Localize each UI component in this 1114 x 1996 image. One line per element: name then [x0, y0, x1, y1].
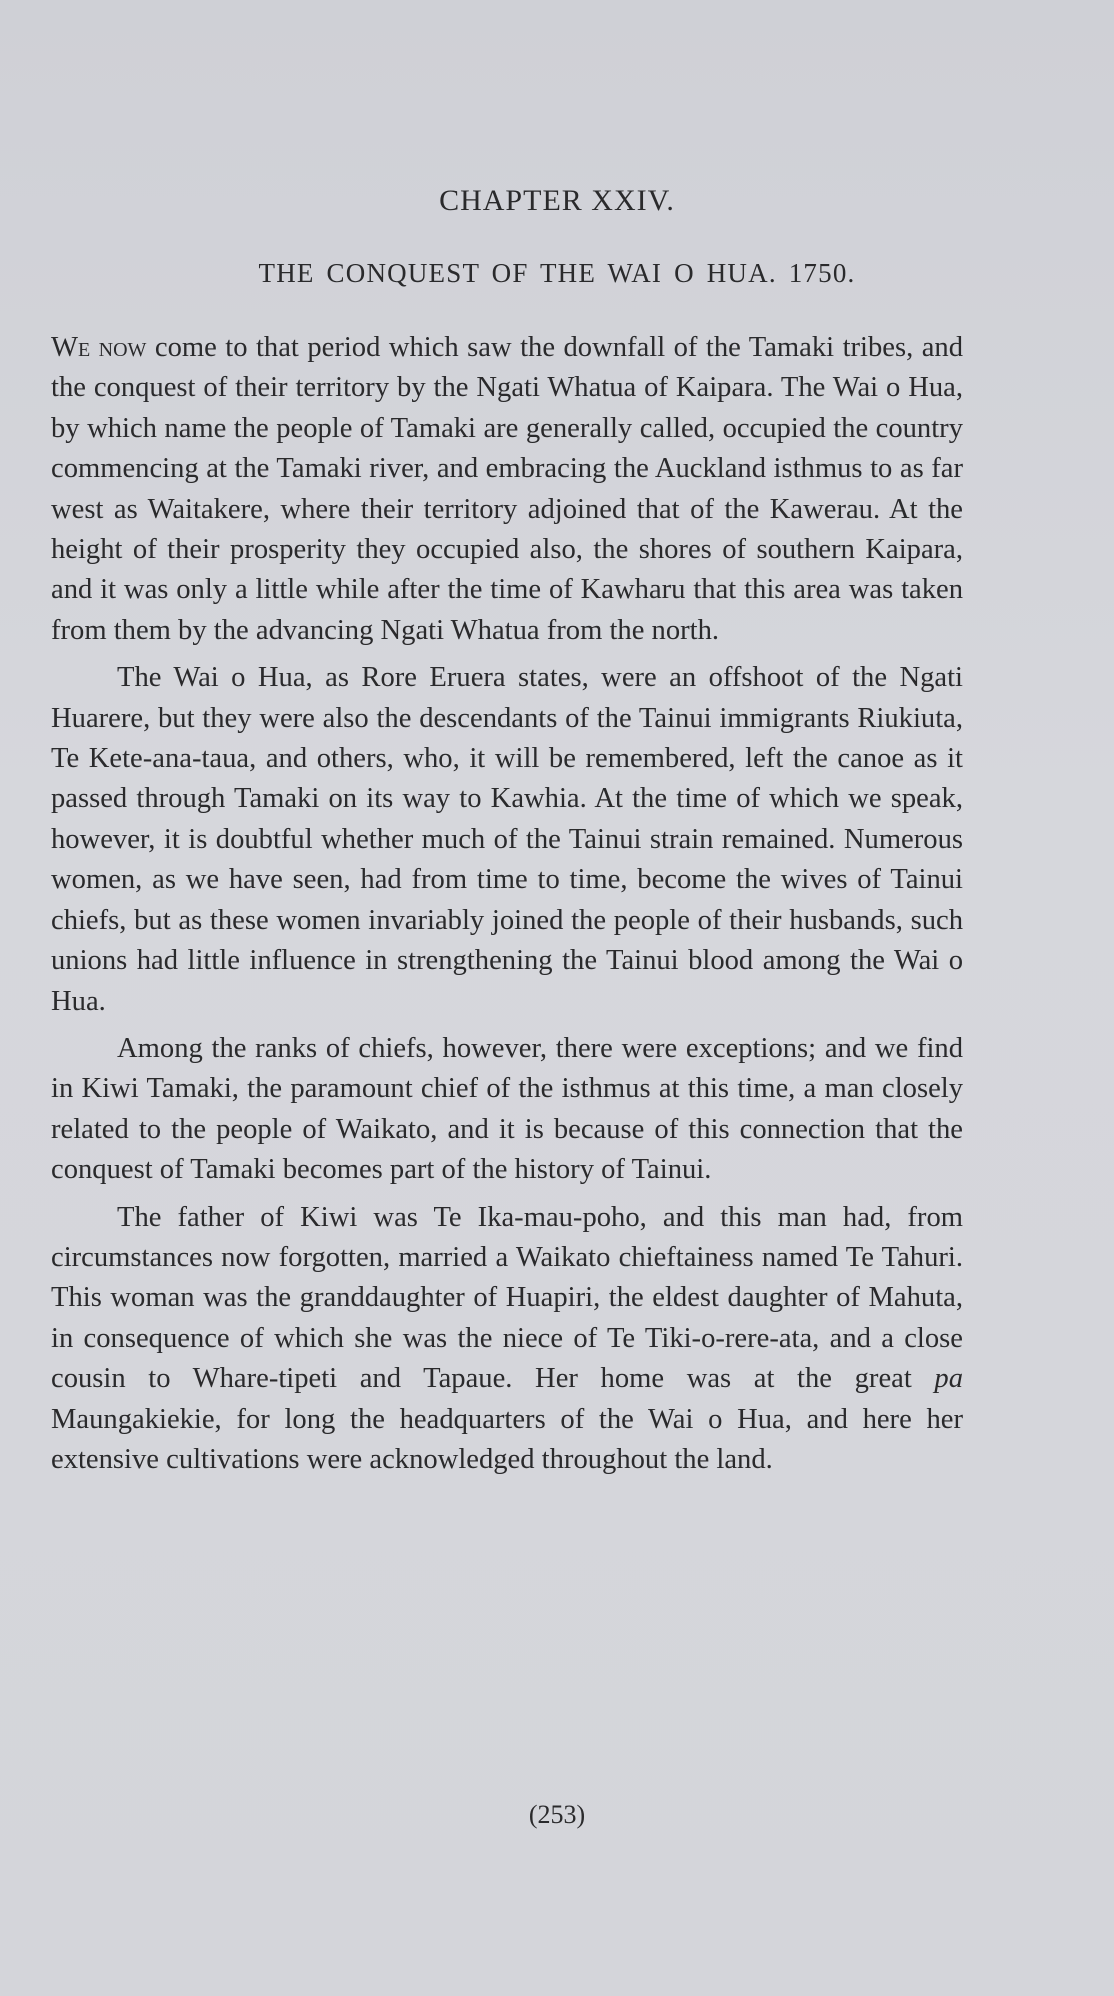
paragraph-3: Among the ranks of chiefs, however, there were exceptions; and we find in Kiwi Tamaki, the paramount chief of the isthmus at this time, a man closely related to the people of Waikato, and it is because of this connection that the conquest of Tamaki becomes part of the history of Tainui. — [51, 1032, 963, 1186]
paragraph-4-text-b: Maungakiekie, for long the headquarters of the Wai o Hua, and here her extensive cultivations were acknowledged throughout the land. — [51, 1403, 963, 1475]
paragraph-2: The Wai o Hua, as Rore Eruera states, were an offshoot of the Ngati Huarere, but they were also the descendants of the Tainui immigrants Riukiuta, Te Kete-ana-taua, and others, who, it will be remembered, left the canoe as it passed through Tamaki on its way to Kawhia. At the time of which we speak, however, it is doubtful whether much of the Tainui strain remained. Numerous women, as we have seen, had from time to time, become the wives of Tainui chiefs, but as these women invariably joined the people of their husbands, such unions had little influence in strengthening the Tainui blood among the Wai o Hua. — [51, 662, 963, 1017]
chapter-title: THE CONQUEST OF THE WAI O HUA. 1750. — [258, 258, 856, 288]
paragraph-4 — [51, 1198, 963, 1481]
page-number: (253) — [528, 1800, 586, 1829]
paragraph-4-text-a: The father of Kiwi was Te Ika-mau-poho, and this man had, from circumstances now forgotten, married a Waikato chieftainess named Te Tahuri. This woman was the granddaughter of Huapiri, the eldest daughter of Mahuta, in consequence of which she was the niece of Te Tiki-o-rere-ata, and a close cousin to Whare-tipeti and Tapaue. Her home was at the great — [51, 1201, 963, 1395]
paragraph-1-text: come to that period which saw the downfall of the Tamaki tribes, and the conquest of their territory by the Ngati Whatua of Kaipara. The Wai o Hua, by which name the people of Tamaki are generally called, occupied the country commencing at the Tamaki river, and embracing the Auckland isthmus to as far west as Waitakere, where their territory adjoined that of the Kawerau. At the height of their prosperity they occupied also, the shores of southern Kaipara, and it was only a little while after the time of Kawharu that this area was taken from them by the advancing Ngati Whatua from the north. — [51, 332, 963, 646]
paragraph-lead-in: We now — [51, 332, 147, 363]
paragraph-1 — [51, 328, 963, 651]
italic-term: pa — [934, 1363, 963, 1395]
body-text — [51, 328, 963, 1480]
chapter-number: CHAPTER XXIV. — [439, 184, 675, 217]
